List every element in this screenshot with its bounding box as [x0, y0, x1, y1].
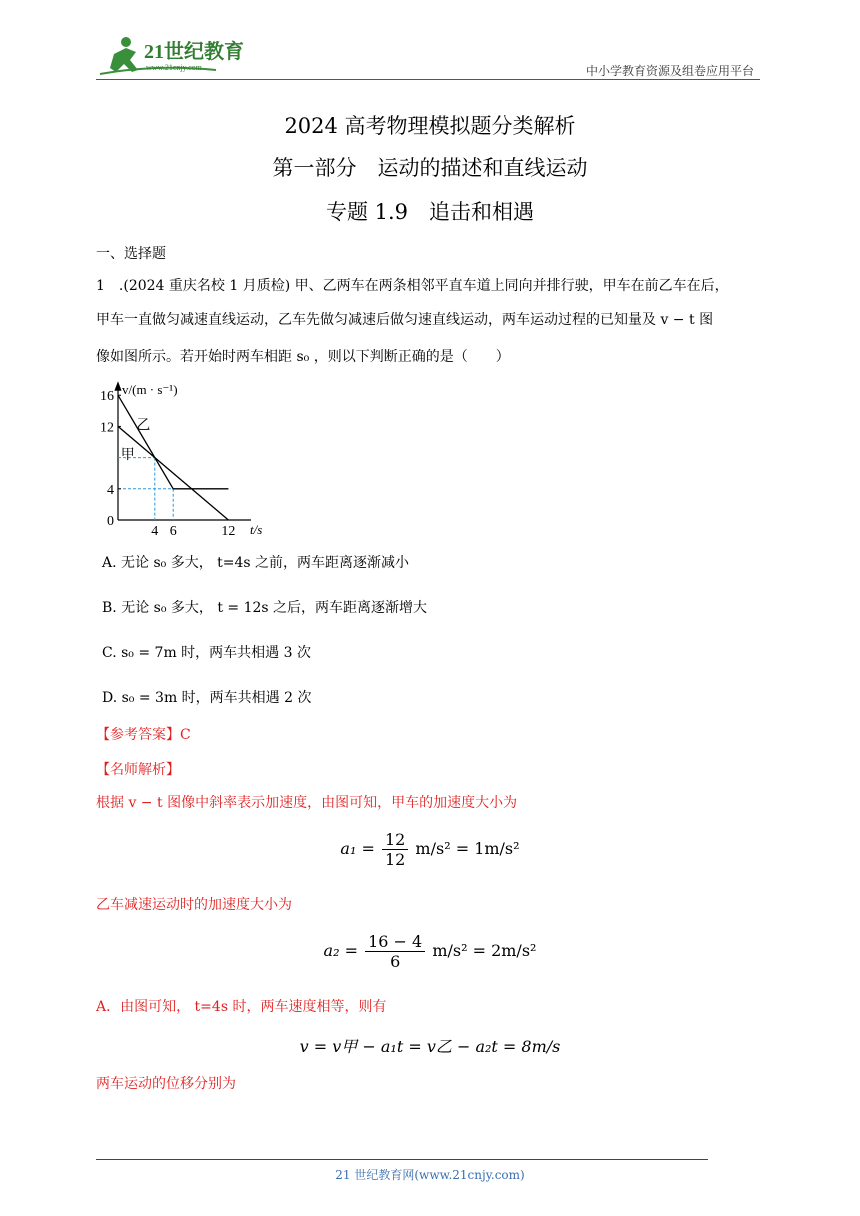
option-b: B. 无论 s₀ 多大， t = 12s 之后，两车距离逐渐增大: [102, 600, 428, 616]
site-logo: [96, 34, 266, 78]
series-label-jia: 甲: [120, 448, 135, 464]
logo-text: 21世纪教育: [144, 41, 244, 63]
vt-chart: [96, 378, 276, 540]
option-d: D. s₀ = 3m 时，两车共相遇 2 次: [102, 690, 312, 706]
analysis-line-1: 根据 v − t 图像中斜率表示加速度，由图可知，甲车的加速度大小为: [96, 795, 518, 811]
analysis-line-2: 乙车减速运动时的加速度大小为: [96, 897, 292, 913]
part-title: 第一部分 运动的描述和直线运动: [272, 156, 588, 180]
analysis-heading: 【名师解析】: [96, 762, 180, 778]
main-title: 2024 高考物理模拟题分类解析: [284, 114, 576, 138]
analysis-line-3: A．由图可知， t=4s 时，两车速度相等，则有: [96, 999, 387, 1015]
answer: 【参考答案】C: [96, 727, 191, 743]
x-tick-4: 4: [151, 524, 159, 539]
y-axis-label: v/(m · s⁻¹): [122, 382, 178, 397]
topic-title: 专题 1.9 追击和相遇: [325, 200, 535, 224]
option-c: C. s₀ = 7m 时，两车共相遇 3 次: [102, 645, 311, 661]
option-a: A. 无论 s₀ 多大， t=4s 之前，两车距离逐渐减小: [102, 555, 410, 571]
question-line-2: 甲车一直做匀减速直线运动，乙车先做匀减速后做匀速直线运动，两车运动过程的已知量及 v − t 图: [96, 312, 714, 328]
x-axis-label: t/s: [250, 522, 263, 537]
footer-text: 21 世纪教育网(www.21cnjy.com): [335, 1168, 525, 1182]
header-platform-text: 中小学教育资源及组卷应用平台: [585, 64, 754, 78]
question-line-3: 像如图所示。若开始时两车相距 s₀ ，则以下判断正确的是（ ）: [96, 349, 510, 365]
footer-divider: [96, 1159, 708, 1160]
y-tick-0: 0: [107, 514, 114, 529]
equation-a1: a₁ = $\frac{12}{12}$ m/s² = 1m/s²: [340, 830, 520, 869]
series-line-0: [118, 395, 228, 489]
y-tick-4: 4: [107, 482, 114, 498]
header-divider: [96, 79, 760, 80]
x-tick-6: 6: [169, 524, 177, 539]
equation-v: v = v甲 − a₁t = v乙 − a₂t = 8m/s: [299, 1037, 561, 1056]
question-line-1: 1 .(2024 重庆名校 1 月质检) 甲、乙两车在两条相邻平直车道上同向并排行驶，甲车在前乙车在后，: [96, 278, 729, 294]
y-tick-12: 12: [100, 420, 114, 436]
x-tick-12: 12: [221, 524, 236, 539]
logo-url: www.21cnjy.com: [146, 63, 202, 72]
analysis-line-4: 两车运动的位移分别为: [96, 1076, 236, 1092]
equation-a2: a₂ = $\frac{16 - 4}{6}$ m/s² = 2m/s²: [323, 932, 537, 971]
series-label-yi: 乙: [136, 418, 151, 434]
y-tick-16: 16: [100, 389, 114, 405]
section-heading: 一、选择题: [96, 246, 166, 262]
